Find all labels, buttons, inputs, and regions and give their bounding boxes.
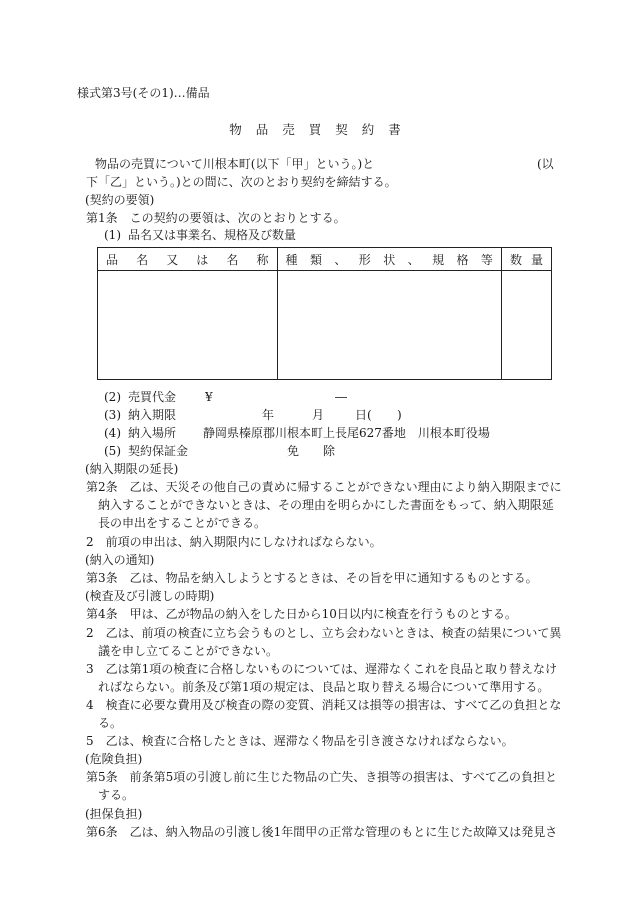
art1-item1-number: (1) (104, 228, 121, 242)
item-place-label: 納入場所 (128, 426, 177, 440)
art4-p4-line1: 4 検査に必要な費用及び検査の際の変質、消耗又は損等の損害は、すべて乙の負担とな (86, 698, 562, 712)
art5-line1: 第5条 前条第5項の引渡し前に生じた物品の亡失、き損等の損害は、すべて乙の負担と (86, 770, 558, 784)
intro-line2: 下「乙」という。)との間に、次のとおり契約を締結する。 (86, 175, 397, 189)
table-cell-qty[interactable] (502, 271, 552, 380)
items-table (97, 247, 552, 380)
art2-para2: 2 前項の申出は、納入期限内にしなければならない。 (86, 535, 382, 549)
art3-heading: (納入の通知) (85, 553, 155, 567)
form-number: 様式第3号(その1)…備品 (77, 86, 210, 100)
art2-line1: 第2条 乙は、天災その他自己の責めに帰することができない理由により納入期限までに (86, 480, 562, 494)
art1-item1-text: 品名又は事業名、規格及び数量 (128, 228, 297, 242)
table-cell-name[interactable] (98, 271, 278, 380)
art4-p2-line2: 議を申し立てることができない。 (98, 644, 279, 658)
art3-text: 第3条 乙は、物品を納入しようとするときは、その旨を甲に通知するものとする。 (86, 571, 538, 585)
item-deadline-month: 月 (312, 408, 325, 422)
intro-line1-right: (以 (537, 157, 554, 171)
art1-text: 第1条 この契約の要領は、次のとおりとする。 (86, 211, 346, 225)
art4-p5: 5 乙は、検査に合格したときは、遅滞なく物品を引き渡さなければならない。 (86, 734, 514, 748)
item-price-symbol: ¥ (205, 390, 213, 404)
art6-heading: (担保負担) (85, 807, 143, 821)
item-deposit-value: 免 除 (287, 444, 336, 458)
item-deadline-number: (3) (104, 408, 121, 422)
table-header-spec: 種 類 、 形 状 、 規 格 等 (277, 248, 502, 271)
item-deadline-day: 日( (355, 408, 372, 422)
art2-line2: 納入することができないときは、その理由を明らかにした書面をもって、納入期限延 (98, 498, 554, 512)
item-deposit-label: 契約保証金 (128, 444, 189, 458)
item-deadline-label: 納入期限 (128, 408, 177, 422)
art1-heading: (契約の要領) (85, 193, 155, 207)
item-place-value: 静岡県榛原郡川根本町上長尾627番地 川根本町役場 (203, 426, 490, 440)
item-price-label: 売買代金 (128, 390, 177, 404)
item-price-dash: ― (335, 390, 347, 404)
intro-line1-left: 物品の売買について川根本町(以下「甲」という。)と (95, 157, 375, 171)
item-place-number: (4) (104, 426, 121, 440)
art4-p3-line1: 3 乙は第1項の検査に合格しないものについては、遅滞なくこれを良品と取り替えなけ (86, 662, 558, 676)
art4-heading: (検査及び引渡しの時期) (85, 589, 215, 603)
art5-heading: (危険負担) (85, 752, 143, 766)
table-header-qty: 数 量 (502, 248, 552, 271)
art4-text: 第4条 甲は、乙が物品の納入をした日から10日以内に検査を行うものとする。 (86, 607, 517, 621)
document-title: 物品売買契約書 (229, 122, 415, 137)
art4-p2-line1: 2 乙は、前項の検査に立ち会うものとし、立ち会わないときは、検査の結果について異 (86, 626, 562, 640)
art5-line2: する。 (98, 788, 135, 802)
art4-p3-line2: ればならない。前条及び第1項の規定は、良品と取り替える場合について準用する。 (98, 680, 550, 694)
art4-p4-line2: る。 (98, 716, 123, 730)
item-price-number: (2) (104, 390, 121, 404)
table-header-name: 品 名 又 は 名 称 (98, 248, 278, 271)
art6-line1: 第6条 乙は、納入物品の引渡し後1年間甲の正常な管理のもとに生じた故障又は発見さ (86, 825, 558, 839)
item-deposit-number: (5) (104, 444, 121, 458)
table-cell-spec[interactable] (277, 271, 502, 380)
table-row (98, 271, 552, 380)
item-deadline-year: 年 (262, 408, 275, 422)
art2-heading: (納入期限の延長) (85, 462, 179, 476)
item-deadline-day-close: ) (397, 408, 402, 422)
art2-line3: 長の申出をすることができる。 (98, 516, 267, 530)
